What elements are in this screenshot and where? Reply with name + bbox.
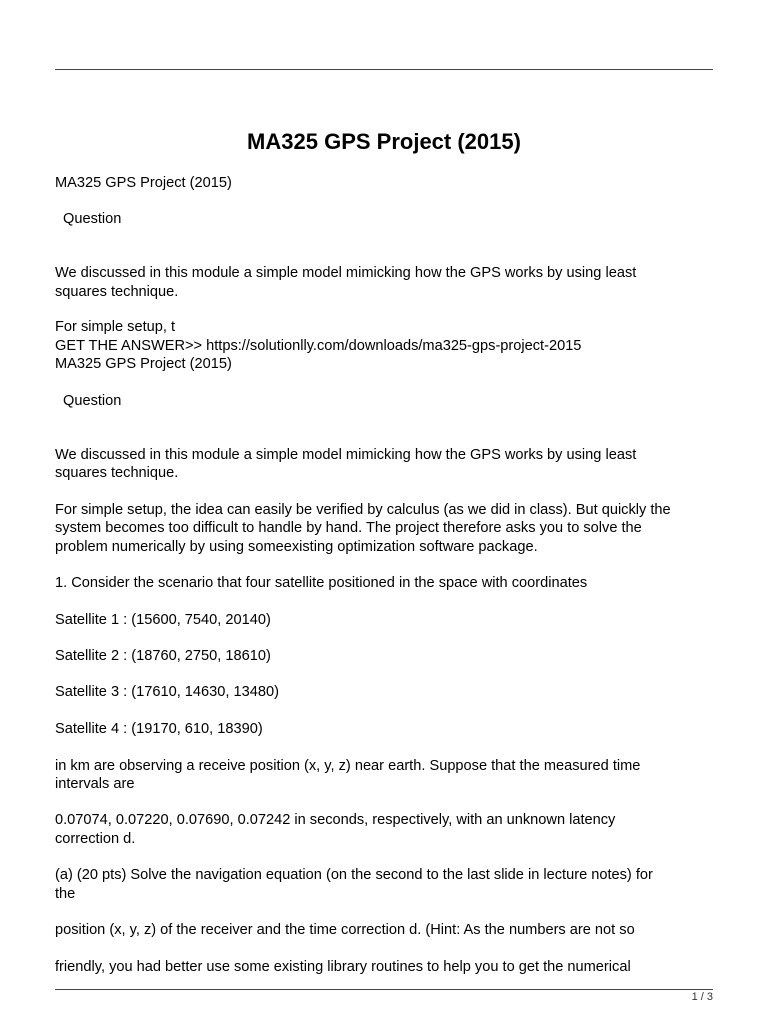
part-a-line-2: the bbox=[55, 886, 76, 902]
friendly-line: friendly, you had better use some existing library routines to help you to get the numerical bbox=[55, 959, 631, 975]
preview-intro-line-1: We discussed in this module a simple model mimicking how the GPS works by using least bbox=[55, 265, 637, 281]
body-intro-line-2: squares technique. bbox=[55, 465, 179, 481]
part-a-line-1: (a) (20 pts) Solve the navigation equation (on the second to the last slide in lecture notes) for bbox=[55, 867, 653, 883]
satellite-3: Satellite 3 : (17610, 14630, 13480) bbox=[55, 684, 279, 700]
position-line: position (x, y, z) of the receiver and the time correction d. (Hint: As the numbers are not so bbox=[55, 922, 635, 938]
observe-line-2: intervals are bbox=[55, 776, 135, 792]
bottom-rule bbox=[55, 989, 713, 990]
preview-intro-line-2: squares technique. bbox=[55, 284, 179, 300]
satellite-2: Satellite 2 : (18760, 2750, 18610) bbox=[55, 648, 271, 664]
preview-question-label: Question bbox=[63, 211, 122, 227]
times-line-1: 0.07074, 0.07220, 0.07690, 0.07242 in seconds, respectively, with an unknown latency bbox=[55, 812, 616, 828]
times-line-2: correction d. bbox=[55, 831, 136, 847]
satellite-1: Satellite 1 : (15600, 7540, 20140) bbox=[55, 612, 271, 628]
body-intro-line-1: We discussed in this module a simple model mimicking how the GPS works by using least bbox=[55, 447, 637, 463]
satellite-4: Satellite 4 : (19170, 610, 18390) bbox=[55, 721, 263, 737]
scenario-line: 1. Consider the scenario that four satellite positioned in the space with coordinates bbox=[55, 575, 588, 591]
preview-subtitle: MA325 GPS Project (2015) bbox=[55, 175, 232, 191]
setup-line-3: problem numerically by using someexisting optimization software package. bbox=[55, 539, 538, 555]
setup-line-2: system becomes too difficult to handle by hand. The project therefore asks you to solve the bbox=[55, 520, 642, 536]
observe-line-1: in km are observing a receive position (x, y, z) near earth. Suppose that the measured time bbox=[55, 758, 641, 774]
answer-link[interactable]: GET THE ANSWER>> https://solutionlly.com/downloads/ma325-gps-project-2015 bbox=[55, 338, 582, 354]
page-title: MA325 GPS Project (2015) bbox=[247, 129, 521, 154]
top-rule bbox=[55, 69, 713, 70]
setup-line-1: For simple setup, the idea can easily be verified by calculus (as we did in class). But quickly the bbox=[55, 502, 671, 518]
body-subtitle: MA325 GPS Project (2015) bbox=[55, 356, 232, 372]
page-number: 1 / 3 bbox=[691, 991, 713, 1003]
body-question-label: Question bbox=[63, 393, 122, 409]
preview-setup-partial: For simple setup, t bbox=[55, 319, 176, 335]
